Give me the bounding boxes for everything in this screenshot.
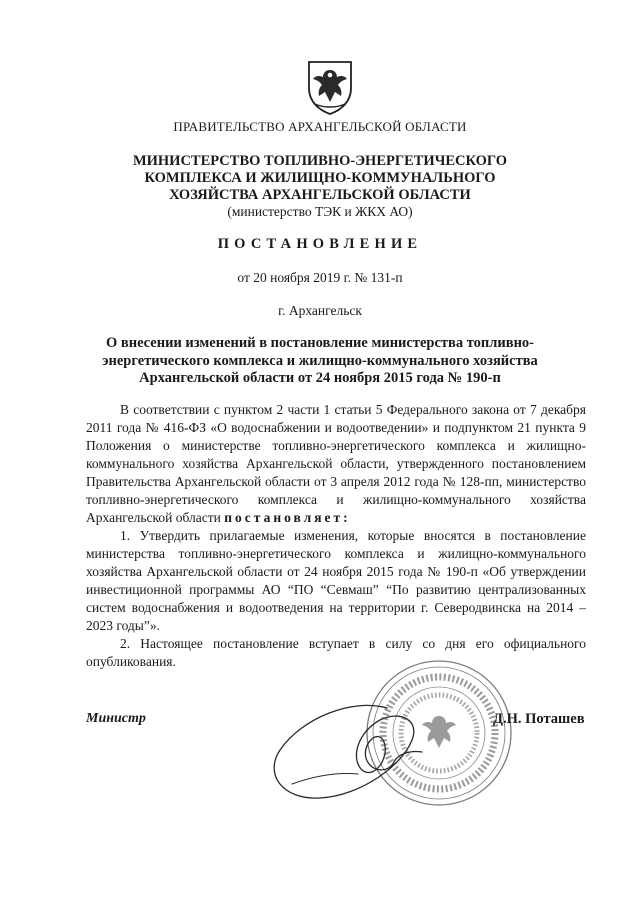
- decrees-word: постановляет:: [224, 510, 351, 525]
- government-name: ПРАВИТЕЛЬСТВО АРХАНГЕЛЬСКОЙ ОБЛАСТИ: [173, 119, 467, 134]
- subject-line: энергетического комплекса и жилищно-коммунального хозяйства: [102, 352, 538, 369]
- item-1-paragraph: 1. Утвердить прилагаемые изменения, которые вносятся в постановление министерства топливно-энергетического комплекса и жилищно-коммунального хозяйства Архангельской области от 24 ноября 2015 года № 190-п «Об утверждении инвестиционной программы АО “ПО “Севмаш” “По развитию централизованных систем водоснабжения и водоотведения на территории г. Северодвинска на 2014 – 2023 годы”».: [86, 528, 586, 633]
- document-type-title: ПОСТАНОВЛЕНИЕ: [217, 236, 423, 252]
- signatory-name: Д.Н. Поташев: [493, 711, 585, 727]
- ministry-short-name: (министерство ТЭК и ЖКХ АО): [227, 204, 413, 219]
- coat-of-arms-emblem: [301, 58, 359, 116]
- ministry-name-line: КОМПЛЕКСА И ЖИЛИЩНО-КОММУНАЛЬНОГО: [144, 170, 496, 186]
- ministry-name-line: МИНИСТЕРСТВО ТОПЛИВНО-ЭНЕРГЕТИЧЕСКОГО: [132, 153, 508, 169]
- ministry-name: [0, 153, 640, 204]
- item-2-paragraph: 2. Настоящее постановление вступает в силу со дня его официального опубликования.: [86, 636, 586, 669]
- preamble-text: В соответствии с пунктом 2 части 1 статьи 5 Федерального закона от 7 декабря 2011 года № 416-ФЗ «О водоснабжении и водоотведении» и подпунктом 21 пункта 9 Положения о министерстве топливно-энергетического комплекса и жилищно-коммунального хозяйства Архангельской области, утвержденного постановлением Правительства Архангельской области от 3 апреля 2012 года № 128-пп, министерство топливно-энергетического комплекса и жилищно-коммунального хозяйства Архангельской области: [86, 402, 586, 525]
- document-body: [86, 401, 586, 671]
- ministry-name-line: ХОЗЯЙСТВА АРХАНГЕЛЬСКОЙ ОБЛАСТИ: [169, 187, 471, 203]
- document-date-number: от 20 ноября 2019 г. № 131-п: [237, 270, 403, 285]
- subject-line: О внесении изменений в постановление министерства топливно-: [105, 335, 535, 351]
- preamble-paragraph: [86, 401, 586, 527]
- signatory-title: Министр: [86, 711, 146, 726]
- document-subject: [0, 335, 640, 388]
- subject-line: Архангельской области от 24 ноября 2015 года № 190-п: [139, 370, 501, 386]
- handwritten-signature: [262, 688, 432, 818]
- document-city: г. Архангельск: [278, 303, 362, 318]
